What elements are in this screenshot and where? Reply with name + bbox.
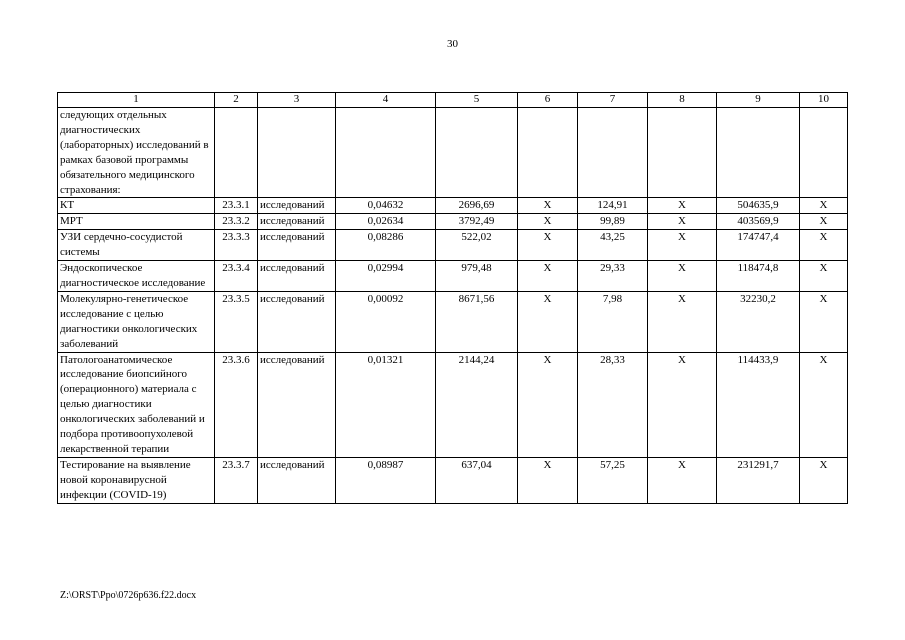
row-value-cell: 231291,7 bbox=[717, 457, 800, 503]
row-name-cell: КТ bbox=[58, 198, 215, 214]
row-name-cell: Тестирование на выявление новой коронавирусной инфекции (COVID-19) bbox=[58, 457, 215, 503]
row-value-cell: 403569,9 bbox=[717, 214, 800, 230]
empty-cell bbox=[648, 108, 717, 198]
row-value-cell: 28,33 bbox=[578, 352, 648, 457]
empty-cell bbox=[215, 108, 258, 198]
table-row bbox=[58, 352, 848, 457]
intro-cell: следующих отдельных диагностических (лабораторных) исследований в рамках базовой программы обязательного медицинского страхования: bbox=[58, 108, 215, 198]
empty-cell bbox=[258, 108, 336, 198]
row-value-cell: 504635,9 bbox=[717, 198, 800, 214]
row-value-cell: 32230,2 bbox=[717, 291, 800, 352]
row-value-cell: 57,25 bbox=[578, 457, 648, 503]
page-number: 30 bbox=[447, 38, 458, 50]
row-value-cell: Х bbox=[518, 352, 578, 457]
header-row bbox=[58, 93, 848, 108]
row-name-cell: Патологоанатомическое исследование биопсийного (операционного) материала с целью диагностики онкологических заболеваний и подбора противоопухолевой лекарственной терапии bbox=[58, 352, 215, 457]
table-row bbox=[58, 230, 848, 261]
column-header-5: 5 bbox=[436, 93, 518, 108]
row-value-cell: Х bbox=[800, 214, 848, 230]
row-value-cell: Х bbox=[518, 291, 578, 352]
row-value-cell: Х bbox=[800, 291, 848, 352]
row-value-cell: Х bbox=[800, 198, 848, 214]
row-value-cell: Х bbox=[648, 230, 717, 261]
row-value-cell: Х bbox=[518, 230, 578, 261]
row-code-cell: 23.3.6 bbox=[215, 352, 258, 457]
row-value-cell: 7,98 bbox=[578, 291, 648, 352]
data-table bbox=[57, 92, 848, 504]
empty-cell bbox=[800, 108, 848, 198]
row-unit-cell: исследований bbox=[258, 352, 336, 457]
row-value-cell: Х bbox=[648, 261, 717, 292]
row-value-cell: 174747,4 bbox=[717, 230, 800, 261]
row-name-cell: Эндоскопическое диагностическое исследование bbox=[58, 261, 215, 292]
row-name-cell: МРТ bbox=[58, 214, 215, 230]
column-header-7: 7 bbox=[578, 93, 648, 108]
row-value-cell: 0,00092 bbox=[336, 291, 436, 352]
row-value-cell: 979,48 bbox=[436, 261, 518, 292]
row-value-cell: 3792,49 bbox=[436, 214, 518, 230]
empty-cell bbox=[336, 108, 436, 198]
row-value-cell: Х bbox=[518, 198, 578, 214]
table-row bbox=[58, 198, 848, 214]
row-value-cell: 29,33 bbox=[578, 261, 648, 292]
row-value-cell: 0,02634 bbox=[336, 214, 436, 230]
row-value-cell: Х bbox=[800, 457, 848, 503]
column-header-1: 1 bbox=[58, 93, 215, 108]
row-value-cell: Х bbox=[518, 261, 578, 292]
row-value-cell: 0,01321 bbox=[336, 352, 436, 457]
row-code-cell: 23.3.4 bbox=[215, 261, 258, 292]
row-value-cell: 114433,9 bbox=[717, 352, 800, 457]
table-row bbox=[58, 457, 848, 503]
row-value-cell: 0,02994 bbox=[336, 261, 436, 292]
row-value-cell: 0,04632 bbox=[336, 198, 436, 214]
row-unit-cell: исследований bbox=[258, 261, 336, 292]
row-value-cell: Х bbox=[648, 214, 717, 230]
row-unit-cell: исследований bbox=[258, 214, 336, 230]
row-unit-cell: исследований bbox=[258, 291, 336, 352]
row-name-cell: Молекулярно-генетическое исследование с целью диагностики онкологических заболеваний bbox=[58, 291, 215, 352]
row-code-cell: 23.3.2 bbox=[215, 214, 258, 230]
row-value-cell: Х bbox=[648, 291, 717, 352]
column-header-6: 6 bbox=[518, 93, 578, 108]
table-row bbox=[58, 261, 848, 292]
row-value-cell: 43,25 bbox=[578, 230, 648, 261]
row-value-cell: 2696,69 bbox=[436, 198, 518, 214]
row-value-cell: 0,08286 bbox=[336, 230, 436, 261]
row-value-cell: 8671,56 bbox=[436, 291, 518, 352]
empty-cell bbox=[578, 108, 648, 198]
row-value-cell: Х bbox=[648, 457, 717, 503]
row-value-cell: 99,89 bbox=[578, 214, 648, 230]
row-code-cell: 23.3.5 bbox=[215, 291, 258, 352]
column-header-9: 9 bbox=[717, 93, 800, 108]
column-header-4: 4 bbox=[336, 93, 436, 108]
table-row-intro bbox=[58, 108, 848, 198]
row-unit-cell: исследований bbox=[258, 198, 336, 214]
table-row bbox=[58, 291, 848, 352]
row-value-cell: 637,04 bbox=[436, 457, 518, 503]
column-header-3: 3 bbox=[258, 93, 336, 108]
table-row bbox=[58, 214, 848, 230]
row-value-cell: Х bbox=[648, 352, 717, 457]
row-code-cell: 23.3.7 bbox=[215, 457, 258, 503]
row-code-cell: 23.3.1 bbox=[215, 198, 258, 214]
empty-cell bbox=[717, 108, 800, 198]
column-header-2: 2 bbox=[215, 93, 258, 108]
row-value-cell: Х bbox=[518, 214, 578, 230]
row-value-cell: Х bbox=[518, 457, 578, 503]
row-unit-cell: исследований bbox=[258, 230, 336, 261]
row-name-cell: УЗИ сердечно-сосудистой системы bbox=[58, 230, 215, 261]
row-value-cell: 0,08987 bbox=[336, 457, 436, 503]
empty-cell bbox=[436, 108, 518, 198]
row-value-cell: 2144,24 bbox=[436, 352, 518, 457]
row-value-cell: Х bbox=[800, 230, 848, 261]
row-value-cell: Х bbox=[800, 261, 848, 292]
file-path-footer: Z:\ORST\Ppo\0726p636.f22.docx bbox=[60, 590, 197, 601]
row-value-cell: 124,91 bbox=[578, 198, 648, 214]
row-value-cell: 522,02 bbox=[436, 230, 518, 261]
row-value-cell: Х bbox=[800, 352, 848, 457]
row-value-cell: Х bbox=[648, 198, 717, 214]
column-header-10: 10 bbox=[800, 93, 848, 108]
column-header-8: 8 bbox=[648, 93, 717, 108]
row-code-cell: 23.3.3 bbox=[215, 230, 258, 261]
row-unit-cell: исследований bbox=[258, 457, 336, 503]
empty-cell bbox=[518, 108, 578, 198]
row-value-cell: 118474,8 bbox=[717, 261, 800, 292]
